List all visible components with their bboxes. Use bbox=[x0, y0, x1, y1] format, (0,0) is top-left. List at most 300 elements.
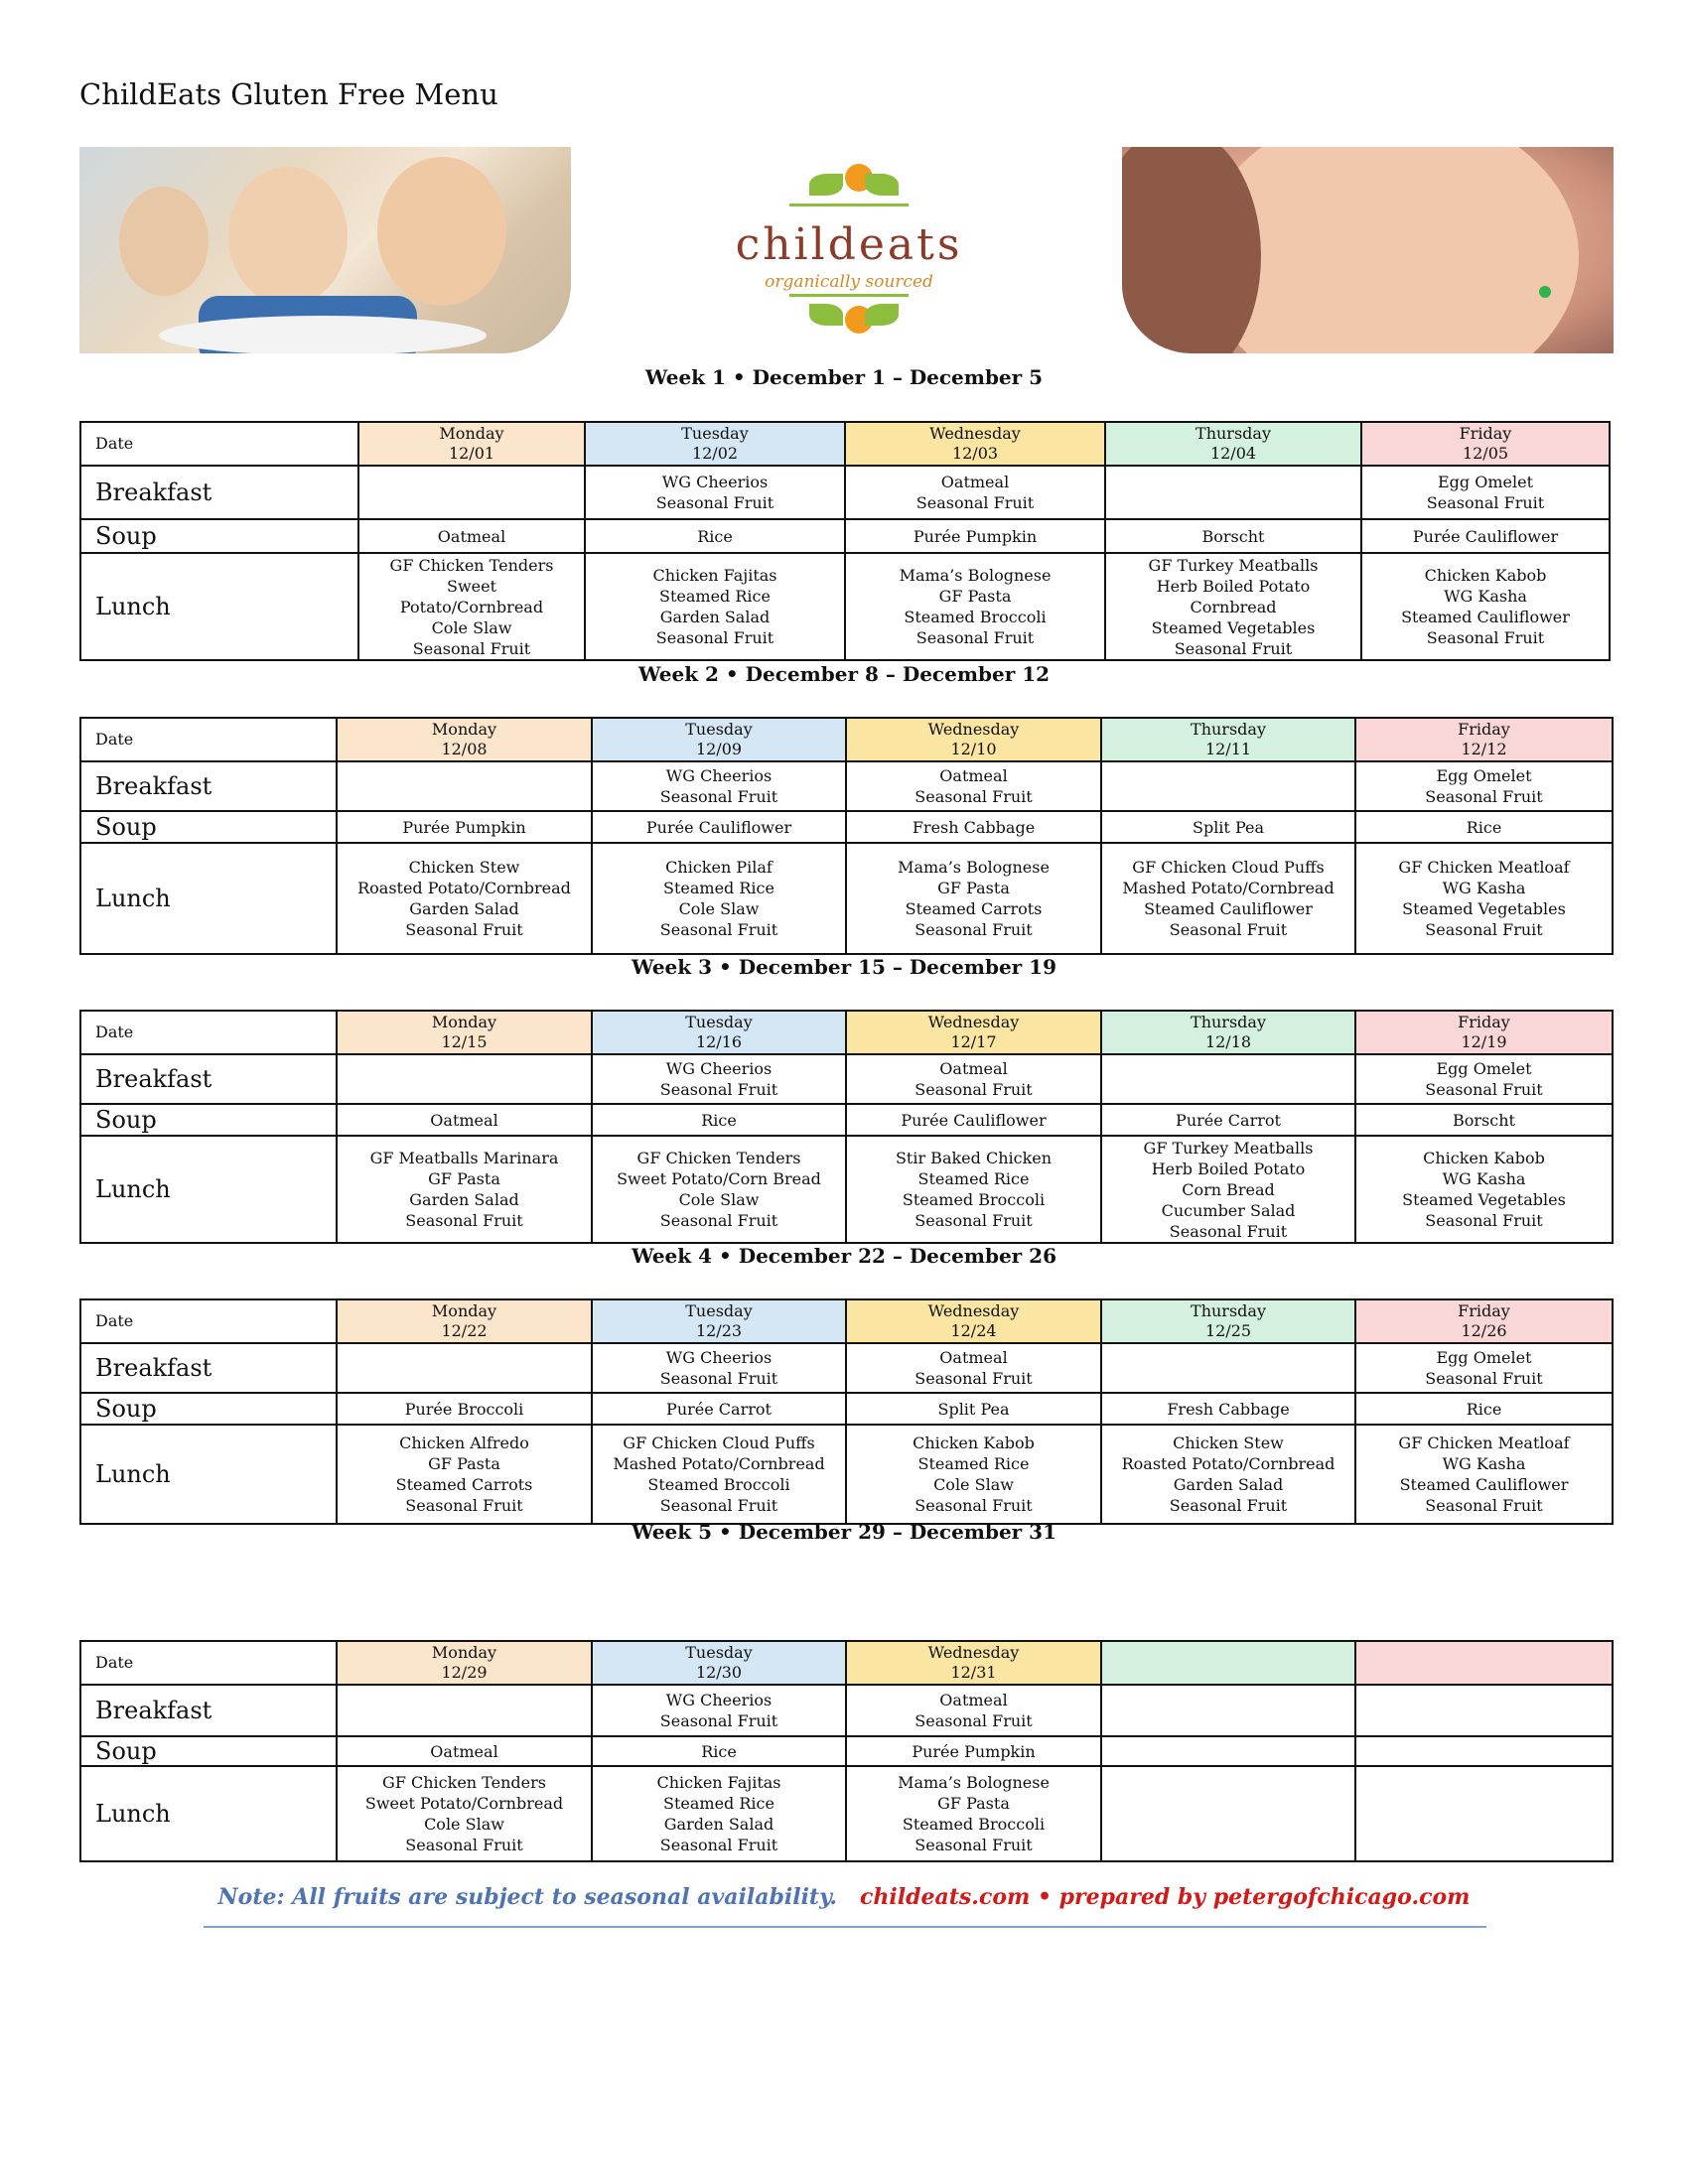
breakfast-cell bbox=[846, 1685, 1101, 1736]
menu-item: Seasonal Fruit bbox=[659, 1080, 778, 1099]
menu-item: Herb Boiled Potato bbox=[1151, 1159, 1306, 1178]
menu-item: Seasonal Fruit bbox=[405, 1211, 523, 1230]
menu-item: Garden Salad bbox=[663, 1815, 774, 1834]
menu-item: WG Kasha bbox=[1442, 879, 1526, 897]
day-date: 12/03 bbox=[951, 444, 999, 463]
day-header bbox=[592, 1011, 846, 1054]
day-name: Thursday bbox=[1196, 424, 1271, 443]
day-name: Wednesday bbox=[929, 424, 1021, 443]
menu-item: Seasonal Fruit bbox=[1169, 1496, 1288, 1515]
day-name: Friday bbox=[1458, 720, 1510, 739]
day-header bbox=[1361, 422, 1610, 466]
menu-item: Mama’s Bolognese bbox=[898, 1773, 1050, 1792]
menu-item: Chicken Fajitas bbox=[656, 1773, 781, 1792]
menu-item: Seasonal Fruit bbox=[659, 1496, 778, 1515]
lunch-cell bbox=[1355, 1425, 1613, 1524]
child-portrait-photo bbox=[1122, 147, 1614, 353]
menu-item: Seasonal Fruit bbox=[655, 493, 774, 512]
soup-cell: Fresh Cabbage bbox=[1101, 1393, 1355, 1425]
lunch-cell bbox=[1355, 843, 1613, 954]
footer-note bbox=[0, 1884, 1688, 1910]
day-date: 12/16 bbox=[695, 1032, 743, 1051]
menu-item: WG Kasha bbox=[1444, 587, 1527, 606]
lunch-cell bbox=[592, 1136, 846, 1243]
menu-item: Seasonal Fruit bbox=[1426, 628, 1545, 647]
lunch-row-label: Lunch bbox=[80, 1136, 337, 1243]
day-name: Monday bbox=[431, 720, 497, 739]
breakfast-row-label: Breakfast bbox=[80, 1685, 337, 1736]
day-date: 12/30 bbox=[695, 1663, 743, 1682]
day-name: Tuesday bbox=[685, 720, 753, 739]
menu-item: Sweet bbox=[446, 576, 497, 596]
day-header bbox=[1105, 422, 1361, 466]
menu-item: Seasonal Fruit bbox=[659, 1836, 778, 1854]
breakfast-cell bbox=[1101, 1054, 1355, 1104]
breakfast-cell bbox=[592, 761, 846, 811]
day-name: Friday bbox=[1458, 1301, 1510, 1320]
lunch-row-label: Lunch bbox=[80, 1766, 337, 1861]
menu-item: Herb Boiled Potato bbox=[1156, 576, 1311, 596]
lunch-cell bbox=[592, 1766, 846, 1861]
menu-item: Steamed Broccoli bbox=[647, 1475, 790, 1494]
day-header bbox=[846, 1641, 1101, 1685]
soup-row-label: Soup bbox=[80, 1736, 337, 1766]
day-header bbox=[1355, 718, 1613, 761]
date-row-label: Date bbox=[80, 718, 337, 761]
menu-item: Steamed Cauliflower bbox=[1399, 1475, 1569, 1494]
day-name: Tuesday bbox=[685, 1643, 753, 1662]
menu-item: GF Chicken Cloud Puffs bbox=[623, 1433, 815, 1452]
soup-cell: Purée Cauliflower bbox=[846, 1104, 1101, 1136]
menu-item: Seasonal Fruit bbox=[1425, 787, 1543, 806]
menu-item: Seasonal Fruit bbox=[914, 1711, 1033, 1730]
menu-item: Steamed Rice bbox=[917, 1454, 1030, 1473]
menu-item: GF Pasta bbox=[428, 1454, 500, 1473]
day-header bbox=[337, 1011, 592, 1054]
menu-item: Steamed Broccoli bbox=[902, 1190, 1046, 1209]
soup-cell: Purée Cauliflower bbox=[592, 811, 846, 843]
menu-item: Garden Salad bbox=[409, 899, 519, 918]
breakfast-cell bbox=[845, 466, 1105, 519]
menu-item: Seasonal Fruit bbox=[659, 1369, 778, 1388]
menu-item: Chicken Stew bbox=[408, 858, 520, 877]
soup-cell: Purée Cauliflower bbox=[1361, 519, 1610, 553]
menu-item: Seasonal Fruit bbox=[1169, 1221, 1288, 1241]
lunch-cell bbox=[846, 1425, 1101, 1524]
soup-cell: Oatmeal bbox=[358, 519, 585, 553]
soup-cell: Fresh Cabbage bbox=[846, 811, 1101, 843]
menu-item: Steamed Rice bbox=[663, 1794, 774, 1813]
menu-item: Seasonal Fruit bbox=[655, 628, 774, 647]
lunch-cell bbox=[1361, 553, 1610, 660]
menu-item: Seasonal Fruit bbox=[1174, 638, 1293, 658]
menu-item: Cole Slaw bbox=[431, 617, 512, 637]
soup-cell: Rice bbox=[585, 519, 845, 553]
day-header bbox=[846, 1011, 1101, 1054]
soup-cell: Rice bbox=[592, 1104, 846, 1136]
breakfast-cell bbox=[592, 1343, 846, 1393]
breakfast-row-label: Breakfast bbox=[80, 761, 337, 811]
menu-item: GF Meatballs Marinara bbox=[369, 1149, 559, 1167]
day-header bbox=[846, 718, 1101, 761]
menu-item: Steamed Rice bbox=[663, 879, 774, 897]
menu-item: Steamed Carrots bbox=[395, 1475, 533, 1494]
day-date: 12/11 bbox=[1204, 740, 1252, 758]
day-date: 12/29 bbox=[441, 1663, 488, 1682]
week-title: Week 3 • December 15 – December 19 bbox=[632, 955, 1056, 979]
day-date: 12/12 bbox=[1461, 740, 1507, 758]
breakfast-cell bbox=[846, 761, 1101, 811]
menu-item: Oatmeal bbox=[939, 1348, 1008, 1367]
lunch-cell bbox=[337, 843, 592, 954]
menu-item: WG Cheerios bbox=[665, 1348, 773, 1367]
soup-cell: Split Pea bbox=[1101, 811, 1355, 843]
lunch-cell bbox=[1101, 1136, 1355, 1243]
menu-item: Seasonal Fruit bbox=[659, 1211, 778, 1230]
lunch-cell bbox=[846, 1766, 1101, 1861]
day-name: Wednesday bbox=[927, 720, 1020, 739]
credit-line: childeats.com • prepared by petergofchicago.com bbox=[860, 1884, 1471, 1910]
breakfast-cell bbox=[337, 1685, 592, 1736]
soup-cell bbox=[1355, 1736, 1613, 1766]
day-header bbox=[1101, 718, 1355, 761]
menu-item: Garden Salad bbox=[659, 608, 771, 626]
menu-item: Steamed Cauliflower bbox=[1144, 899, 1313, 918]
soup-row-label: Soup bbox=[80, 1393, 337, 1425]
menu-item: Seasonal Fruit bbox=[914, 1836, 1033, 1854]
menu-item: Seasonal Fruit bbox=[1425, 1080, 1543, 1099]
day-name: Monday bbox=[431, 1643, 497, 1662]
day-header bbox=[1355, 1299, 1613, 1343]
soup-row-label: Soup bbox=[80, 519, 358, 553]
day-date: 12/10 bbox=[950, 740, 997, 758]
menu-item: Steamed Rice bbox=[659, 587, 771, 606]
breakfast-cell bbox=[1105, 466, 1361, 519]
menu-item: Steamed Vegetables bbox=[1151, 617, 1316, 637]
menu-item: Oatmeal bbox=[940, 473, 1010, 491]
menu-item: GF Chicken Tenders bbox=[382, 1773, 546, 1792]
week-menu-table bbox=[79, 1640, 1614, 1862]
menu-item: WG Cheerios bbox=[665, 766, 773, 785]
menu-item: Cole Slaw bbox=[933, 1475, 1014, 1494]
day-date: 12/24 bbox=[950, 1321, 997, 1340]
menu-item: Sweet Potato/Corn Bread bbox=[617, 1169, 821, 1188]
footer-divider bbox=[204, 1926, 1486, 1928]
menu-item: GF Pasta bbox=[938, 587, 1012, 606]
lunch-row-label: Lunch bbox=[80, 1425, 337, 1524]
day-header bbox=[846, 1299, 1101, 1343]
week-title: Week 4 • December 22 – December 26 bbox=[632, 1244, 1056, 1268]
day-name: Monday bbox=[439, 424, 504, 443]
day-date: 12/01 bbox=[448, 444, 495, 463]
day-date: 12/15 bbox=[441, 1032, 488, 1051]
menu-item: GF Pasta bbox=[428, 1169, 500, 1188]
breakfast-cell bbox=[846, 1054, 1101, 1104]
day-date: 12/02 bbox=[691, 444, 739, 463]
breakfast-cell bbox=[337, 1054, 592, 1104]
week-title: Week 2 • December 8 – December 12 bbox=[637, 662, 1051, 686]
day-header bbox=[358, 422, 585, 466]
day-header bbox=[845, 422, 1105, 466]
day-date: 12/31 bbox=[950, 1663, 997, 1682]
menu-item: Garden Salad bbox=[1173, 1475, 1284, 1494]
menu-item: Steamed Broccoli bbox=[904, 608, 1047, 626]
menu-item: Sweet Potato/Cornbread bbox=[364, 1794, 564, 1813]
menu-item: Egg Omelet bbox=[1437, 473, 1534, 491]
menu-item: Cornbread bbox=[1190, 597, 1277, 616]
menu-item: Corn Bread bbox=[1182, 1179, 1275, 1199]
menu-item: Seasonal Fruit bbox=[914, 1080, 1033, 1099]
day-name: Thursday bbox=[1191, 720, 1266, 739]
lunch-cell bbox=[1355, 1136, 1613, 1243]
breakfast-cell bbox=[337, 761, 592, 811]
breakfast-row-label: Breakfast bbox=[80, 466, 358, 519]
day-name: Wednesday bbox=[927, 1013, 1020, 1031]
day-name: Monday bbox=[431, 1301, 497, 1320]
lunch-cell bbox=[1101, 1425, 1355, 1524]
breakfast-cell bbox=[585, 466, 845, 519]
breakfast-cell bbox=[337, 1343, 592, 1393]
soup-cell: Rice bbox=[1355, 811, 1613, 843]
breakfast-cell bbox=[592, 1685, 846, 1736]
menu-item: Seasonal Fruit bbox=[914, 1496, 1033, 1515]
week-title: Week 5 • December 29 – December 31 bbox=[632, 1520, 1056, 1544]
breakfast-cell bbox=[1101, 1685, 1355, 1736]
menu-item: Seasonal Fruit bbox=[914, 1369, 1033, 1388]
day-date: 12/05 bbox=[1462, 444, 1509, 463]
menu-item: Cucumber Salad bbox=[1161, 1200, 1296, 1220]
menu-item: GF Chicken Tenders bbox=[636, 1149, 801, 1167]
day-name: Tuesday bbox=[681, 424, 749, 443]
day-name: Friday bbox=[1459, 424, 1512, 443]
soup-row-label: Soup bbox=[80, 1104, 337, 1136]
date-row-label: Date bbox=[80, 422, 358, 466]
day-name: Wednesday bbox=[927, 1643, 1020, 1662]
lunch-row-label: Lunch bbox=[80, 553, 358, 660]
breakfast-cell bbox=[1355, 1343, 1613, 1393]
day-name: Monday bbox=[431, 1013, 497, 1031]
day-date: 12/18 bbox=[1204, 1032, 1252, 1051]
menu-item: GF Pasta bbox=[937, 879, 1010, 897]
day-header bbox=[1101, 1011, 1355, 1054]
menu-item: Seasonal Fruit bbox=[914, 920, 1033, 939]
menu-item: Seasonal Fruit bbox=[1425, 1369, 1543, 1388]
day-name: Thursday bbox=[1191, 1013, 1266, 1031]
menu-item: Oatmeal bbox=[939, 766, 1008, 785]
date-row-label: Date bbox=[80, 1011, 337, 1054]
menu-item: Seasonal Fruit bbox=[1425, 1496, 1543, 1515]
menu-item: Chicken Kabob bbox=[1423, 1149, 1545, 1167]
day-date: 12/08 bbox=[441, 740, 488, 758]
menu-item: Roasted Potato/Cornbread bbox=[1121, 1454, 1336, 1473]
menu-item: GF Chicken Cloud Puffs bbox=[1132, 858, 1325, 877]
menu-item: Seasonal Fruit bbox=[412, 638, 531, 658]
day-header bbox=[1355, 1641, 1613, 1685]
menu-item: Steamed Broccoli bbox=[902, 1815, 1046, 1834]
leaf-icon bbox=[700, 154, 998, 223]
breakfast-cell bbox=[1101, 1343, 1355, 1393]
menu-item: WG Cheerios bbox=[665, 1059, 773, 1078]
menu-item: GF Chicken Meatloaf bbox=[1398, 1433, 1570, 1452]
menu-item: Chicken Alfredo bbox=[399, 1433, 529, 1452]
day-header bbox=[337, 1641, 592, 1685]
soup-cell: Purée Pumpkin bbox=[845, 519, 1105, 553]
breakfast-cell bbox=[846, 1343, 1101, 1393]
menu-item: Chicken Fajitas bbox=[652, 566, 777, 585]
menu-item: Seasonal Fruit bbox=[405, 1496, 523, 1515]
day-date: 12/23 bbox=[695, 1321, 743, 1340]
menu-item: GF Chicken Tenders bbox=[389, 555, 554, 575]
week-menu-table bbox=[79, 421, 1611, 661]
lunch-cell bbox=[592, 1425, 846, 1524]
lunch-cell bbox=[1101, 1766, 1355, 1861]
menu-item: Seasonal Fruit bbox=[914, 1211, 1033, 1230]
breakfast-cell bbox=[1355, 1054, 1613, 1104]
breakfast-cell bbox=[1101, 761, 1355, 811]
day-header bbox=[337, 1299, 592, 1343]
soup-cell: Rice bbox=[592, 1736, 846, 1766]
week-menu-table bbox=[79, 1298, 1614, 1525]
childeats-logo bbox=[700, 154, 998, 352]
day-name: Wednesday bbox=[927, 1301, 1020, 1320]
lunch-cell bbox=[1105, 553, 1361, 660]
menu-item: Chicken Kabob bbox=[1424, 566, 1547, 585]
day-header bbox=[1101, 1641, 1355, 1685]
logo-tagline: organically sourced bbox=[765, 272, 933, 292]
menu-item: Mama’s Bolognese bbox=[899, 566, 1052, 585]
day-name: Tuesday bbox=[685, 1301, 753, 1320]
menu-item: Seasonal Fruit bbox=[915, 493, 1035, 512]
week-menu-table bbox=[79, 717, 1614, 955]
day-name: Thursday bbox=[1191, 1301, 1266, 1320]
menu-item: Seasonal Fruit bbox=[405, 1836, 523, 1854]
lunch-cell bbox=[337, 1136, 592, 1243]
menu-item: GF Pasta bbox=[937, 1794, 1010, 1813]
soup-cell: Split Pea bbox=[846, 1393, 1101, 1425]
menu-item: Mama’s Bolognese bbox=[898, 858, 1050, 877]
soup-row-label: Soup bbox=[80, 811, 337, 843]
menu-item: Seasonal Fruit bbox=[659, 1711, 778, 1730]
menu-item: Seasonal Fruit bbox=[659, 920, 778, 939]
day-header bbox=[585, 422, 845, 466]
lunch-cell bbox=[1101, 843, 1355, 954]
day-header bbox=[1355, 1011, 1613, 1054]
lunch-cell bbox=[1355, 1766, 1613, 1861]
day-header bbox=[1101, 1299, 1355, 1343]
menu-item: Chicken Kabob bbox=[913, 1433, 1035, 1452]
soup-cell: Oatmeal bbox=[337, 1736, 592, 1766]
lunch-cell bbox=[358, 553, 585, 660]
soup-cell: Purée Pumpkin bbox=[337, 811, 592, 843]
menu-item: WG Kasha bbox=[1442, 1169, 1526, 1188]
day-name: Tuesday bbox=[685, 1013, 753, 1031]
menu-item: Cole Slaw bbox=[678, 1190, 760, 1209]
menu-item: Steamed Vegetables bbox=[1402, 899, 1566, 918]
menu-item: Chicken Stew bbox=[1173, 1433, 1284, 1452]
menu-item: Egg Omelet bbox=[1436, 766, 1532, 785]
date-row-label: Date bbox=[80, 1299, 337, 1343]
day-header bbox=[592, 1641, 846, 1685]
menu-item: Potato/Cornbread bbox=[399, 597, 544, 616]
menu-item: Seasonal Fruit bbox=[1426, 493, 1545, 512]
menu-item: Cole Slaw bbox=[424, 1815, 504, 1834]
menu-item: Seasonal Fruit bbox=[914, 787, 1033, 806]
breakfast-row-label: Breakfast bbox=[80, 1343, 337, 1393]
menu-item: Stir Baked Chicken bbox=[895, 1149, 1053, 1167]
menu-item: Oatmeal bbox=[939, 1059, 1008, 1078]
menu-item: Seasonal Fruit bbox=[1425, 920, 1543, 939]
day-date: 12/17 bbox=[950, 1032, 997, 1051]
lunch-cell bbox=[846, 843, 1101, 954]
soup-cell: Borscht bbox=[1105, 519, 1361, 553]
menu-item: Roasted Potato/Cornbread bbox=[357, 879, 571, 897]
availability-note: Note: All fruits are subject to seasonal availability. bbox=[217, 1884, 838, 1910]
menu-item: Seasonal Fruit bbox=[659, 787, 778, 806]
week-title: Week 1 • December 1 – December 5 bbox=[644, 365, 1044, 389]
lunch-cell bbox=[845, 553, 1105, 660]
breakfast-row-label: Breakfast bbox=[80, 1054, 337, 1104]
menu-item: Seasonal Fruit bbox=[405, 920, 523, 939]
day-header bbox=[337, 718, 592, 761]
menu-item: Seasonal Fruit bbox=[915, 628, 1035, 647]
menu-item: Seasonal Fruit bbox=[1425, 1211, 1543, 1230]
menu-item: Garden Salad bbox=[409, 1190, 519, 1209]
soup-cell: Purée Carrot bbox=[1101, 1104, 1355, 1136]
soup-cell: Oatmeal bbox=[337, 1104, 592, 1136]
menu-item: GF Chicken Meatloaf bbox=[1398, 858, 1570, 877]
lunch-cell bbox=[585, 553, 845, 660]
menu-item: Oatmeal bbox=[939, 1691, 1008, 1709]
day-date: 12/09 bbox=[695, 740, 743, 758]
soup-cell: Purée Broccoli bbox=[337, 1393, 592, 1425]
menu-item: Seasonal Fruit bbox=[1169, 920, 1288, 939]
lunch-cell bbox=[337, 1766, 592, 1861]
menu-item: GF Turkey Meatballs bbox=[1143, 1138, 1314, 1158]
menu-item: Egg Omelet bbox=[1436, 1348, 1532, 1367]
breakfast-cell bbox=[592, 1054, 846, 1104]
menu-item: Cole Slaw bbox=[678, 899, 760, 918]
week-menu-table bbox=[79, 1010, 1614, 1244]
lunch-cell bbox=[846, 1136, 1101, 1243]
menu-item: Mashed Potato/Cornbread bbox=[1122, 879, 1335, 897]
soup-cell: Rice bbox=[1355, 1393, 1613, 1425]
soup-cell bbox=[1101, 1736, 1355, 1766]
menu-item: GF Turkey Meatballs bbox=[1148, 555, 1319, 575]
menu-item: WG Cheerios bbox=[661, 473, 769, 491]
breakfast-cell bbox=[1355, 1685, 1613, 1736]
menu-item: WG Cheerios bbox=[665, 1691, 773, 1709]
logo-wordmark: childeats bbox=[735, 219, 963, 270]
soup-cell: Borscht bbox=[1355, 1104, 1613, 1136]
date-row-label: Date bbox=[80, 1641, 337, 1685]
day-date: 12/22 bbox=[441, 1321, 488, 1340]
menu-item: Egg Omelet bbox=[1436, 1059, 1532, 1078]
day-date: 12/04 bbox=[1209, 444, 1257, 463]
day-date: 12/26 bbox=[1461, 1321, 1507, 1340]
day-header bbox=[592, 1299, 846, 1343]
lunch-row-label: Lunch bbox=[80, 843, 337, 954]
children-eating-photo bbox=[79, 147, 571, 353]
menu-item: Steamed Vegetables bbox=[1402, 1190, 1566, 1209]
leaf-icon bbox=[700, 292, 998, 341]
menu-item: Mashed Potato/Cornbread bbox=[613, 1454, 825, 1473]
menu-item: Steamed Cauliflower bbox=[1401, 608, 1570, 626]
menu-item: Steamed Rice bbox=[917, 1169, 1030, 1188]
lunch-cell bbox=[337, 1425, 592, 1524]
day-name: Friday bbox=[1458, 1013, 1510, 1031]
soup-cell: Purée Pumpkin bbox=[846, 1736, 1101, 1766]
day-header bbox=[592, 718, 846, 761]
